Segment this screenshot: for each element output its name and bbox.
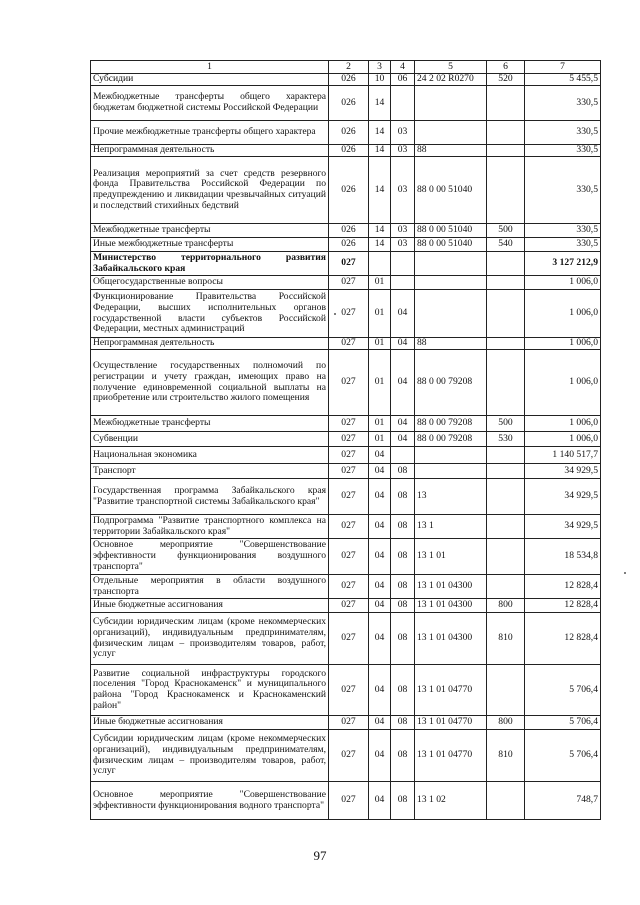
ministry-code: 026 — [329, 86, 369, 121]
table-row — [91, 74, 601, 86]
target-article-code: 88 0 00 51040 — [415, 238, 487, 252]
table-row — [91, 730, 601, 782]
subsection-code: 08 — [391, 730, 415, 782]
item-name: Подпрограмма "Развитие транспортного комплекса на территории Забайкальского края" — [91, 515, 329, 539]
table-row — [91, 665, 601, 716]
ministry-code: 027 — [329, 432, 369, 447]
expense-type-code — [487, 447, 525, 464]
target-article-code — [415, 464, 487, 479]
item-name: Министерство территориального развития Забайкальского края — [91, 252, 329, 276]
amount: 34 929,5 — [525, 479, 601, 515]
subsection-code: 08 — [391, 782, 415, 820]
amount: 12 828,4 — [525, 599, 601, 613]
table-row — [91, 479, 601, 515]
subsection-code: 08 — [391, 665, 415, 716]
amount: 330,5 — [525, 86, 601, 121]
ministry-code: 027 — [329, 665, 369, 716]
amount: 5 706,4 — [525, 716, 601, 730]
amount: 1 006,0 — [525, 350, 601, 416]
table-row — [91, 224, 601, 238]
amount: 12 828,4 — [525, 575, 601, 599]
expense-type-code — [487, 515, 525, 539]
subsection-code — [391, 86, 415, 121]
subsection-code: 03 — [391, 224, 415, 238]
column-header: 6 — [487, 61, 525, 74]
subsection-code: 08 — [391, 539, 415, 575]
amount: 1 006,0 — [525, 432, 601, 447]
table-row — [91, 782, 601, 820]
table-row — [91, 416, 601, 432]
ministry-code: 027 — [329, 479, 369, 515]
ministry-code: 026 — [329, 74, 369, 86]
section-code: 01 — [369, 416, 391, 432]
ministry-code: 027 — [329, 464, 369, 479]
subsection-code: 04 — [391, 338, 415, 350]
item-name: Прочие межбюджетные трансферты общего характера — [91, 121, 329, 145]
ministry-code: 027 — [329, 252, 369, 276]
subsection-code: 08 — [391, 479, 415, 515]
expense-type-code — [487, 539, 525, 575]
section-code: 14 — [369, 145, 391, 157]
ministry-code: 027 — [329, 716, 369, 730]
target-article-code: 88 — [415, 338, 487, 350]
expense-type-code — [487, 145, 525, 157]
section-code: 14 — [369, 121, 391, 145]
section-code: 04 — [369, 782, 391, 820]
item-name: Основное мероприятие "Совершенствование эффективности функционирования водного транспорта" — [91, 782, 329, 820]
table-row — [91, 515, 601, 539]
section-code: 01 — [369, 290, 391, 338]
item-name: Субсидии юридическим лицам (кроме некоммерческих организаций), индивидуальным предпринимателям, физическим лицам – производителям товаров, работ, услуг — [91, 613, 329, 665]
expense-type-code — [487, 157, 525, 224]
item-name: Осуществление государственных полномочий по регистрации и учету граждан, имеющих право на получение единовременной социальной выплаты на приобретение или строительство жилого помещения — [91, 350, 329, 416]
ministry-code: 027 — [329, 290, 369, 338]
table-row — [91, 599, 601, 613]
item-name: Иные бюджетные ассигнования — [91, 716, 329, 730]
expense-type-code — [487, 252, 525, 276]
section-code: 10 — [369, 74, 391, 86]
item-name: Непрограммная деятельность — [91, 145, 329, 157]
expense-type-code — [487, 276, 525, 290]
table-row — [91, 432, 601, 447]
ministry-code: 027 — [329, 575, 369, 599]
target-article-code: 13 1 01 04300 — [415, 575, 487, 599]
expense-type-code — [487, 290, 525, 338]
table-row — [91, 238, 601, 252]
ministry-code: 027 — [329, 782, 369, 820]
target-article-code: 13 1 01 04770 — [415, 716, 487, 730]
budget-table — [90, 60, 601, 820]
expense-type-code — [487, 479, 525, 515]
item-name: Межбюджетные трансферты — [91, 224, 329, 238]
section-code — [369, 252, 391, 276]
section-code: 04 — [369, 613, 391, 665]
expense-type-code — [487, 575, 525, 599]
target-article-code: 13 1 — [415, 515, 487, 539]
amount: 18 534,8 — [525, 539, 601, 575]
expense-type-code: 800 — [487, 716, 525, 730]
section-code: 04 — [369, 575, 391, 599]
ministry-code: 027 — [329, 599, 369, 613]
amount: 1 006,0 — [525, 338, 601, 350]
amount: 748,7 — [525, 782, 601, 820]
amount: 34 929,5 — [525, 515, 601, 539]
table-row — [91, 86, 601, 121]
expense-type-code: 500 — [487, 416, 525, 432]
ministry-code: 027 — [329, 613, 369, 665]
ministry-code: 026 — [329, 157, 369, 224]
item-name: Отдельные мероприятия в области воздушного транспорта — [91, 575, 329, 599]
column-header: 3 — [369, 61, 391, 74]
subsection-code: 08 — [391, 716, 415, 730]
expense-type-code — [487, 782, 525, 820]
section-code: 04 — [369, 464, 391, 479]
target-article-code — [415, 276, 487, 290]
table-row — [91, 716, 601, 730]
expense-type-code — [487, 86, 525, 121]
amount: 1 006,0 — [525, 290, 601, 338]
item-name: Межбюджетные трансферты общего характера бюджетам бюджетной системы Российской Федерации — [91, 86, 329, 121]
expense-type-code: 810 — [487, 730, 525, 782]
expense-type-code: 530 — [487, 432, 525, 447]
expense-type-code: 540 — [487, 238, 525, 252]
table-row — [91, 338, 601, 350]
column-header: 5 — [415, 61, 487, 74]
target-article-code: 88 0 00 79208 — [415, 432, 487, 447]
section-code: 14 — [369, 157, 391, 224]
table-row — [91, 613, 601, 665]
target-article-code — [415, 86, 487, 121]
column-header: 1 — [91, 61, 329, 74]
item-name: Функционирование Правительства Российской Федерации, высших исполнительных органов государственной власти субъектов Российской Федерации, местных администраций — [91, 290, 329, 338]
expense-type-code: 800 — [487, 599, 525, 613]
target-article-code: 88 0 00 51040 — [415, 224, 487, 238]
amount: 5 455,5 — [525, 74, 601, 86]
table-row — [91, 276, 601, 290]
expense-type-code — [487, 350, 525, 416]
section-code: 04 — [369, 479, 391, 515]
expense-type-code: 500 — [487, 224, 525, 238]
ministry-code: 026 — [329, 145, 369, 157]
target-article-code: 13 — [415, 479, 487, 515]
table-row — [91, 350, 601, 416]
amount: 3 127 212,9 — [525, 252, 601, 276]
table-row — [91, 290, 601, 338]
table-row — [91, 252, 601, 276]
item-name: Общегосударственные вопросы — [91, 276, 329, 290]
ministry-code: 027 — [329, 276, 369, 290]
ministry-code: 027 — [329, 515, 369, 539]
item-name: Иные межбюджетные трансферты — [91, 238, 329, 252]
header-row — [91, 61, 601, 74]
target-article-code: 88 0 00 51040 — [415, 157, 487, 224]
ministry-code: 027 — [329, 539, 369, 575]
item-name: Основное мероприятие "Совершенствование эффективности функционирования воздушного транспорта" — [91, 539, 329, 575]
subsection-code: 04 — [391, 416, 415, 432]
section-code: 04 — [369, 515, 391, 539]
target-article-code: 13 1 01 04300 — [415, 613, 487, 665]
section-code: 14 — [369, 238, 391, 252]
column-header: 7 — [525, 61, 601, 74]
target-article-code — [415, 252, 487, 276]
section-code: 01 — [369, 338, 391, 350]
section-code: 04 — [369, 447, 391, 464]
amount: 330,5 — [525, 145, 601, 157]
target-article-code: 13 1 01 04770 — [415, 665, 487, 716]
ministry-code: 026 — [329, 121, 369, 145]
amount: 5 706,4 — [525, 730, 601, 782]
amount: 1 006,0 — [525, 276, 601, 290]
page-number: 97 — [313, 848, 327, 863]
amount: 1 140 517,7 — [525, 447, 601, 464]
subsection-code: 04 — [391, 432, 415, 447]
target-article-code: 13 1 01 — [415, 539, 487, 575]
target-article-code — [415, 447, 487, 464]
target-article-code: 88 — [415, 145, 487, 157]
scan-speck — [624, 572, 626, 574]
section-code: 01 — [369, 350, 391, 416]
amount: 330,5 — [525, 121, 601, 145]
ministry-code: 027 — [329, 350, 369, 416]
subsection-code — [391, 252, 415, 276]
subsection-code: 08 — [391, 464, 415, 479]
item-name: Субвенции — [91, 432, 329, 447]
expense-type-code: 520 — [487, 74, 525, 86]
subsection-code: 04 — [391, 290, 415, 338]
section-code: 04 — [369, 716, 391, 730]
amount: 34 929,5 — [525, 464, 601, 479]
table-row — [91, 145, 601, 157]
table-row — [91, 539, 601, 575]
subsection-code: 03 — [391, 121, 415, 145]
subsection-code: 08 — [391, 599, 415, 613]
target-article-code — [415, 290, 487, 338]
ministry-code: 026 — [329, 224, 369, 238]
target-article-code: 88 0 00 79208 — [415, 350, 487, 416]
section-code: 04 — [369, 599, 391, 613]
ministry-code: 027 — [329, 730, 369, 782]
item-name: Национальная экономика — [91, 447, 329, 464]
item-name: Развитие социальной инфраструктуры городского поселения "Город Краснокаменск" и муниципального района "Город Краснокаменск и Краснокаменский район" — [91, 665, 329, 716]
expense-type-code: 810 — [487, 613, 525, 665]
item-name: Субсидии юридическим лицам (кроме некоммерческих организаций), индивидуальным предпринимателям, физическим лицам – производителям товаров, работ, услуг — [91, 730, 329, 782]
column-header: 2 — [329, 61, 369, 74]
subsection-code: 04 — [391, 350, 415, 416]
ministry-code: 026 — [329, 238, 369, 252]
item-name: Непрограммная деятельность — [91, 338, 329, 350]
subsection-code — [391, 276, 415, 290]
ministry-code: 027 — [329, 338, 369, 350]
amount: 330,5 — [525, 224, 601, 238]
subsection-code: 08 — [391, 575, 415, 599]
table-row — [91, 575, 601, 599]
table-body — [91, 74, 601, 820]
subsection-code: 03 — [391, 145, 415, 157]
amount: 330,5 — [525, 157, 601, 224]
section-code: 01 — [369, 432, 391, 447]
table-row — [91, 157, 601, 224]
target-article-code — [415, 121, 487, 145]
item-name: Реализация мероприятий за счет средств резервного фонда Правительства Российской Федерации по предупреждению и ликвидации чрезвычайных ситуаций и последствий стихийных бедствий — [91, 157, 329, 224]
item-name: Иные бюджетные ассигнования — [91, 599, 329, 613]
amount: 5 706,4 — [525, 665, 601, 716]
subsection-code: 03 — [391, 238, 415, 252]
subsection-code: 03 — [391, 157, 415, 224]
subsection-code: 06 — [391, 74, 415, 86]
section-code: 14 — [369, 86, 391, 121]
section-code: 04 — [369, 665, 391, 716]
expense-type-code — [487, 121, 525, 145]
section-code: 04 — [369, 730, 391, 782]
table-row — [91, 121, 601, 145]
target-article-code: 88 0 00 79208 — [415, 416, 487, 432]
subsection-code — [391, 447, 415, 464]
subsection-code: 08 — [391, 613, 415, 665]
target-article-code: 13 1 01 04300 — [415, 599, 487, 613]
section-code: 01 — [369, 276, 391, 290]
amount: 330,5 — [525, 238, 601, 252]
amount: 1 006,0 — [525, 416, 601, 432]
item-name: Государственная программа Забайкальского края "Развитие транспортной системы Забайкальского края" — [91, 479, 329, 515]
amount: 12 828,4 — [525, 613, 601, 665]
section-code: 14 — [369, 224, 391, 238]
item-name: Транспорт — [91, 464, 329, 479]
ministry-code: 027 — [329, 447, 369, 464]
table-row — [91, 464, 601, 479]
scan-speck — [334, 313, 336, 315]
expense-type-code — [487, 665, 525, 716]
section-code: 04 — [369, 539, 391, 575]
target-article-code: 13 1 02 — [415, 782, 487, 820]
column-header: 4 — [391, 61, 415, 74]
table-row — [91, 447, 601, 464]
subsection-code: 08 — [391, 515, 415, 539]
target-article-code: 13 1 01 04770 — [415, 730, 487, 782]
expense-type-code — [487, 338, 525, 350]
item-name: Субсидии — [91, 74, 329, 86]
ministry-code: 027 — [329, 416, 369, 432]
target-article-code: 24 2 02 R0270 — [415, 74, 487, 86]
item-name: Межбюджетные трансферты — [91, 416, 329, 432]
expense-type-code — [487, 464, 525, 479]
